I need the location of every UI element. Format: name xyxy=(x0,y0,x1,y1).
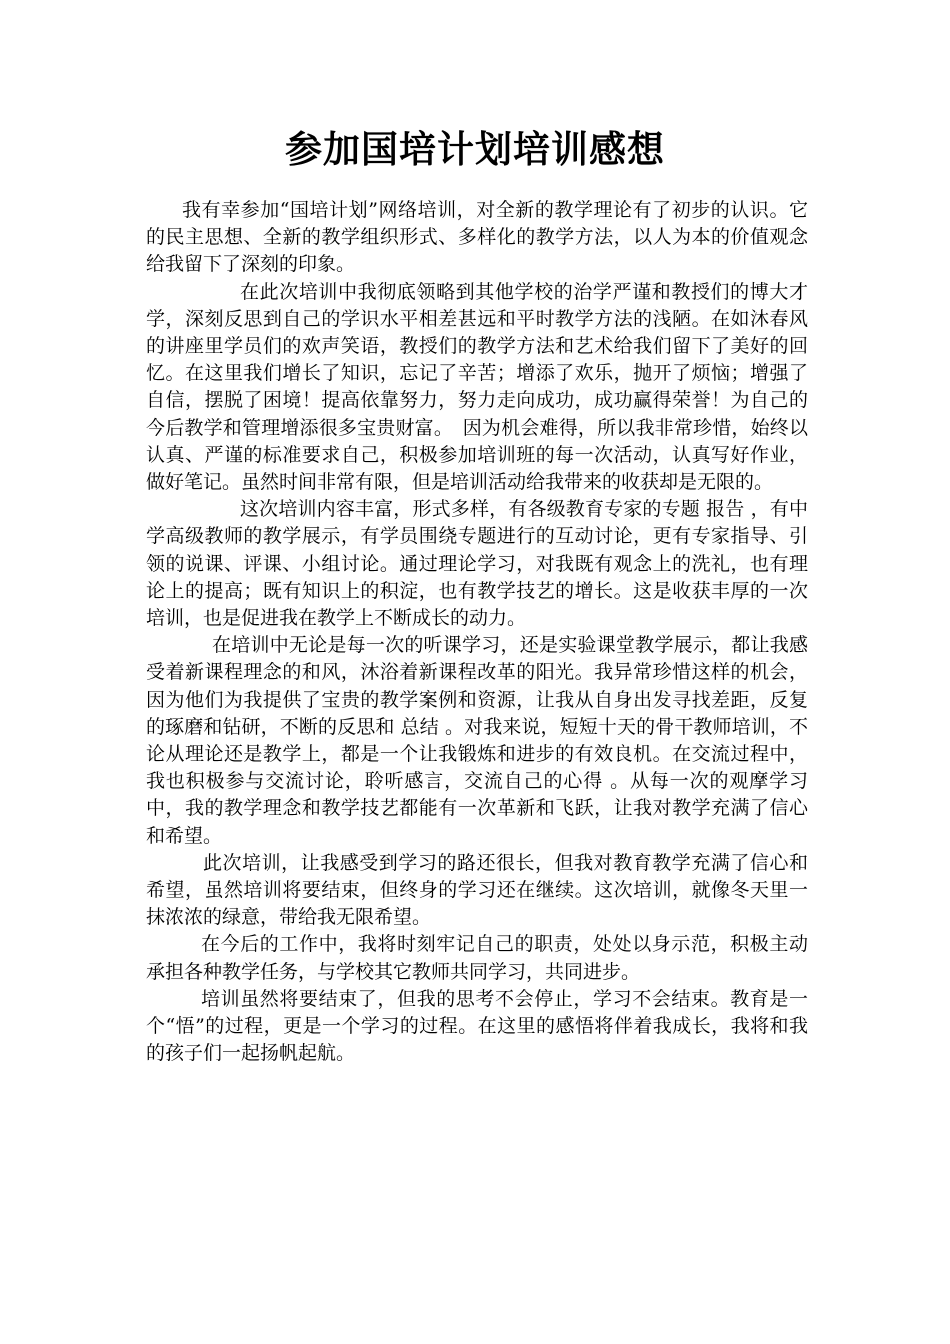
paragraph-training-content: 这次培训内容丰富，形式多样，有各级教育专家的专题 报告 ，有中学高级教师的教学展示，有学员围绕专题进行的互动讨论，更有专家指导、引领的说课、评课、小组讨论。通过理论学习，对我既有观念上的洗礼，也有理论上的提高；既有知识上的积淀，也有教学技艺的增长。这是收获丰厚的一次培训，也是促进我在教学上不断成长的动力。 xyxy=(146,498,808,630)
paragraph-reflection: 此次培训，让我感受到学习的路还很长，但我对教育教学充满了信心和希望，虽然培训将要结束，但终身的学习还在继续。这次培训，就像冬天里一抹浓浓的绿意，带给我无限希望。 xyxy=(146,851,808,929)
paragraph-future-work: 在今后的工作中，我将时刻牢记自己的职责，处处以身示范，积极主动承担各种教学任务，与学校其它教师共同学习，共同进步。 xyxy=(146,933,808,983)
paragraph-training-experience: 在此次培训中我彻底领略到其他学校的治学严谨和教授们的博大才学，深刻反思到自己的学识水平相差甚远和平时教学方法的浅陋。在如沐春风的讲座里学员们的欢声笑语，教授们的教学方法和艺术给我们留下了美好的回忆。在这里我们增长了知识，忘记了辛苦；增添了欢乐，抛开了烦恼；增强了自信，摆脱了困境！提高依靠努力，努力走向成功，成功赢得荣誉！为自己的今后教学和管理增添很多宝贵财富。 因为机会难得，所以我非常珍惜，始终以认真、严谨的标准要求自己，积极参加培训班的每一次活动，认真写好作业，做好笔记。虽然时间非常有限，但是培训活动给我带来的收获却是无限的。 xyxy=(146,280,808,494)
document-title: 参加国培计划培训感想 xyxy=(285,128,665,171)
document-body xyxy=(146,197,808,1068)
paragraph-intro: 我有幸参加“国培计划”网络培训，对全新的教学理论有了初步的认识。它的民主思想、全新的教学组织形式、多样化的教学方法，以人为本的价值观念给我留下了深刻的印象。 xyxy=(146,199,808,276)
paragraph-lesson-observation: 在培训中无论是每一次的听课学习，还是实验课堂教学展示，都让我感受着新课程理念的和风，沐浴着新课程改革的阳光。我异常珍惜这样的机会，因为他们为我提供了宝贵的教学案例和资源，让我从自身出发寻找差距，反复的琢磨和钻研，不断的反思和 总结 。对我来说，短短十天的骨干教师培训，不论从理论还是教学上，都是一个让我锻炼和进步的有效良机。在交流过程中，我也积极参与交流讨论，聆听感言，交流自己的心得 。从每一次的观摩学习中，我的教学理念和教学技艺都能有一次革新和飞跃，让我对教学充满了信心和希望。 xyxy=(146,634,808,847)
paragraph-conclusion: 培训虽然将要结束了，但我的思考不会停止，学习不会结束。教育是一个“悟”的过程，更是一个学习的过程。在这里的感悟将伴着我成长，我将和我的孩子们一起扬帆起航。 xyxy=(146,987,808,1065)
